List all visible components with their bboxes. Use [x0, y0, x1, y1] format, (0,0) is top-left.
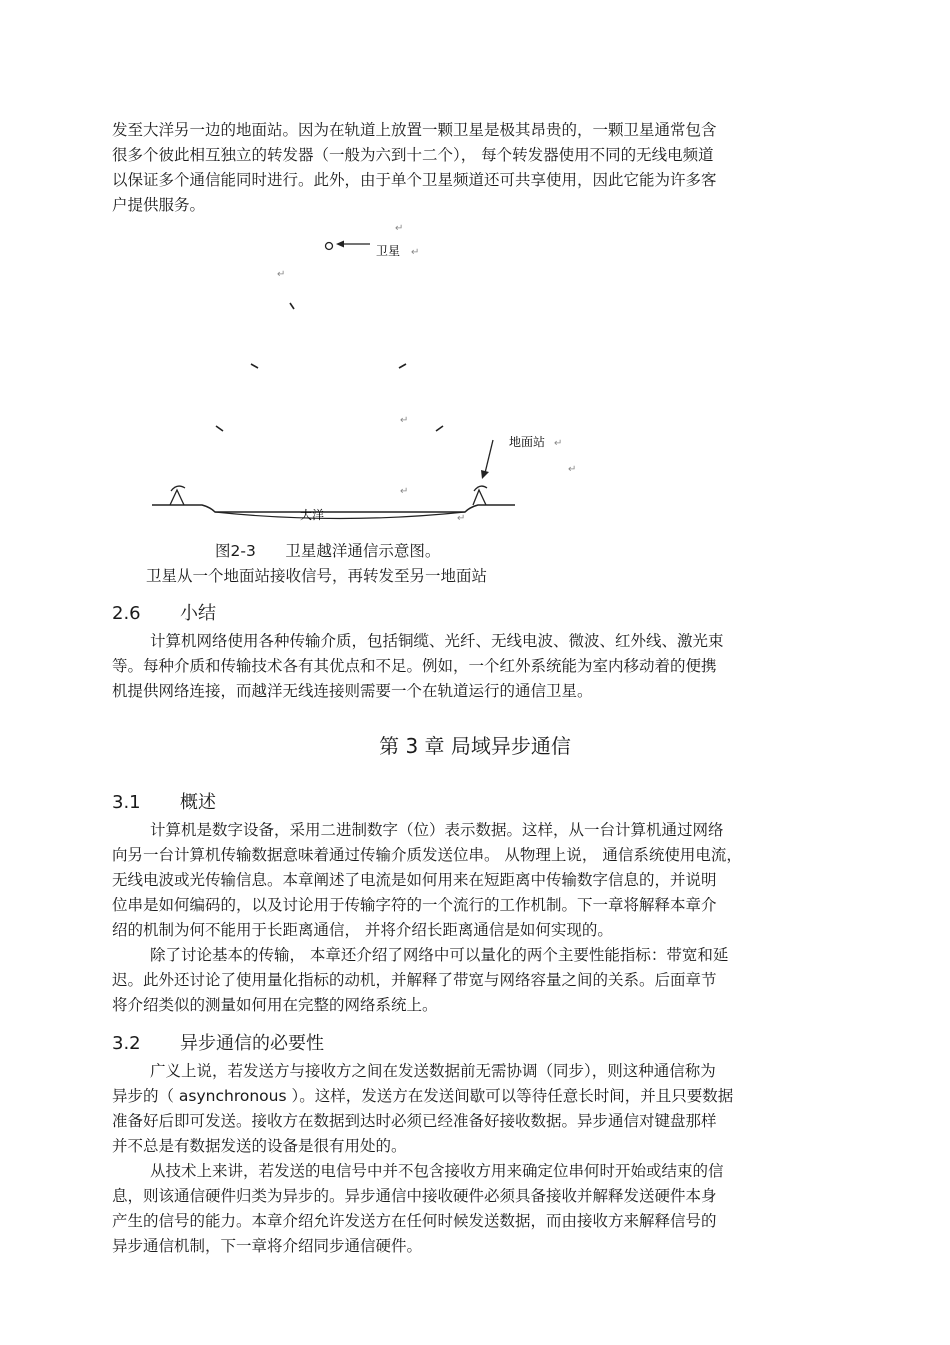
s26-line-2: 等。每种介质和传输技术各有其优点和不足。例如，一个红外系统能为室内移动着的便携	[112, 657, 717, 675]
s31-line-7: 迟。此外还讨论了使用量化指标的动机，并解释了带宽与网络容量之间的关系。后面章节	[112, 971, 717, 989]
section-number: 2.6	[112, 603, 141, 624]
svg-text:↵: ↵	[395, 223, 404, 234]
svg-text:↵: ↵	[400, 415, 409, 426]
intro-line-3: 以保证多个通信能同时进行。此外，由于单个卫星频道还可共享使用，因此它能为许多客	[112, 171, 717, 189]
s26-line-3: 机提供网络连接，而越洋无线连接则需要一个在轨道运行的通信卫星。	[112, 682, 593, 700]
s31-line-6: 除了讨论基本的传输， 本章还介绍了网络中可以量化的两个主要性能指标：带宽和延	[150, 946, 729, 964]
satellite-label: 卫星	[376, 244, 401, 258]
section-number: 3.2	[112, 1033, 141, 1054]
intro-line-1: 发至大洋另一边的地面站。因为在轨道上放置一颗卫星是极其昂贵的，一颗卫星通常包含	[112, 121, 717, 139]
s31-line-1: 计算机是数字设备，采用二进制数字（位）表示数据。这样，从一台计算机通过网络	[150, 821, 724, 839]
s32-line-5: 从技术上来讲，若发送的电信号中并不包含接收方用来确定位串何时开始或结束的信	[150, 1162, 724, 1180]
s31-line-2: 向另一台计算机传输数据意味着通过传输介质发送位串。 从物理上说， 通信系统使用电流，	[112, 846, 742, 864]
svg-text:↵: ↵	[411, 247, 420, 258]
svg-text:↵: ↵	[568, 464, 577, 475]
s31-line-3: 无线电波或光传输信息。本章阐述了电流是如何用来在短距离中传输数字信息的，并说明	[112, 871, 717, 889]
s32-line-7: 产生的信号的能力。本章介绍允许发送方在任何时候发送数据，而由接收方来解释信号的	[112, 1212, 717, 1230]
figure-title: 卫星越洋通信示意图。	[285, 542, 441, 560]
ocean-label: 大洋	[300, 508, 325, 522]
section-title: 小结	[180, 603, 216, 624]
s31-line-4: 位串是如何编码的，以及讨论用于传输字符的一个流行的工作机制。下一章将解释本章介	[112, 896, 717, 914]
figure-number: 图2-3	[215, 542, 256, 560]
figure-caption	[215, 540, 440, 562]
section-heading-2-6	[112, 602, 216, 626]
s32-line-2: 异步的（ asynchronous ）。这样，发送方在发送间歇可以等待任意长时间，并且只要数据	[112, 1087, 734, 1105]
s32-line-3: 准备好后即可发送。接收方在数据到达时必须已经准备好接收数据。异步通信对键盘那样	[112, 1112, 717, 1130]
s32-line-8: 异步通信机制，下一章将介绍同步通信硬件。	[112, 1237, 423, 1255]
intro-line-2: 很多个彼此相互独立的转发器（一般为六到十二个）， 每个转发器使用不同的无线电频道	[112, 146, 714, 164]
s32-line-6: 息，则该通信硬件归类为异步的。异步通信中接收硬件必须具备接收并解释发送硬件本身	[112, 1187, 717, 1205]
svg-text:↵: ↵	[554, 438, 563, 449]
intro-line-4: 户提供服务。	[112, 196, 206, 214]
s32-line-4: 并不总是有数据发送的设备是很有用处的。	[112, 1137, 407, 1155]
s31-line-5: 绍的机制为何不能用于长距离通信， 并将介绍长距离通信是如何实现的。	[112, 921, 613, 939]
svg-text:↵: ↵	[457, 513, 466, 524]
satellite-figure	[140, 215, 590, 529]
chapter-title: 第 3 章 局域异步通信	[379, 734, 571, 758]
right-dish-icon	[473, 486, 487, 505]
section-heading-3-1	[112, 791, 216, 815]
s26-line-1: 计算机网络使用各种传输介质，包括铜缆、光纤、无线电波、微波、红外线、激光束	[150, 632, 724, 650]
satellite-icon	[326, 243, 333, 250]
ground-station-label: 地面站	[509, 435, 546, 449]
svg-text:↵: ↵	[277, 269, 286, 280]
svg-text:↵: ↵	[400, 486, 409, 497]
section-heading-3-2	[112, 1032, 324, 1056]
section-number: 3.1	[112, 792, 141, 813]
s31-line-8: 将介绍类似的测量如何用在完整的网络系统上。	[112, 996, 438, 1014]
s32-line-1: 广义上说，若发送方与接收方之间在发送数据前无需协调（同步），则这种通信称为	[150, 1062, 716, 1080]
left-dish-icon	[170, 486, 185, 505]
figure-subcaption: 卫星从一个地面站接收信号，再转发至另一地面站	[146, 567, 488, 585]
section-title: 异步通信的必要性	[180, 1033, 324, 1054]
section-title: 概述	[180, 792, 216, 813]
